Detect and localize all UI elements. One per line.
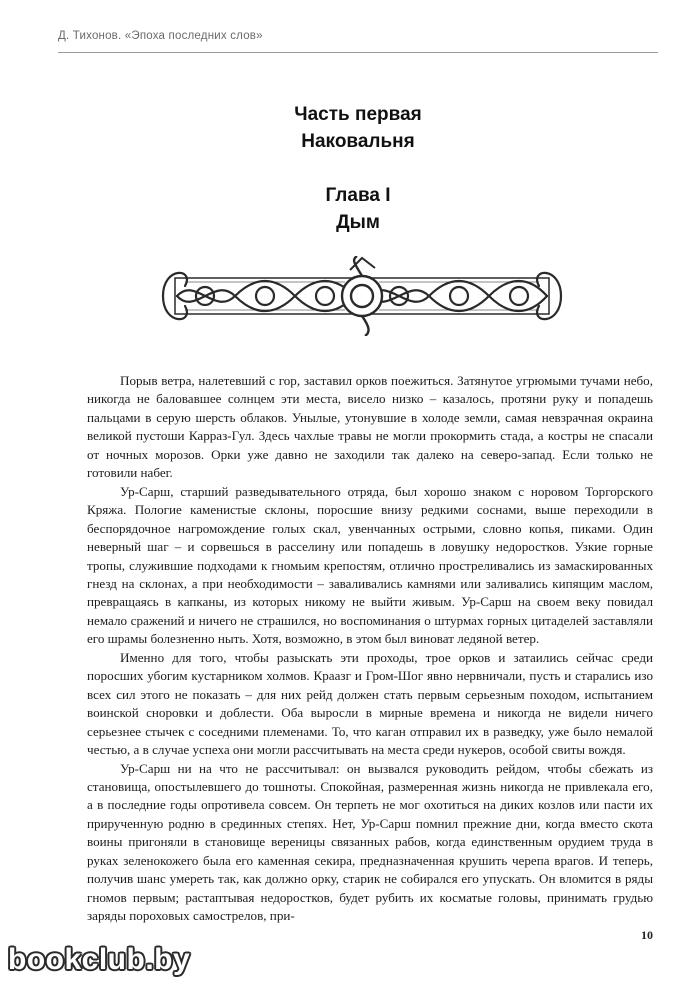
chapter-body-text: [87, 372, 653, 926]
part-number: Часть первая: [294, 104, 422, 125]
running-head: Д. Тихонов. «Эпоха последних слов»: [58, 30, 263, 42]
paragraph: Ур-Сарш, старший разведывательного отряда, был хорошо знаком с норовом Торгорского Кряжа. Пологие каменистые склоны, поросшие внизу редкими соснами, выше переходили в беспорядочное нагромождение голых скал, увенчанных острыми, словно копья, пиками. Один неверный шаг – и сорвешься в расселину или попадешь в ловушку недоростков. Узкие горные тропы, служившие подходами к гномьим крепостям, отлично простреливались из замаскированных гнезд на склонах, а при необходимости – заваливались камнями или заливались кипящим маслом, превращаясь в капканы, из которых никому не выйти живым. Ур-Сарш на своем веку повидал немало сражений и ничего не страшился, но воспоминания о штурмах горных цитаделей заставляли его шрамы болезненно ныть. Хотя, возможно, в этом был виноват ледяной ветер.: [87, 483, 653, 647]
paragraph: Ур-Сарш ни на что не рассчитывал: он вызвался руководить рейдом, чтобы сбежать из становища, опостылевшего до тошноты. Спокойная, размеренная жизнь никогда не привлекала его, а в последние годы опротивела совсем. Он терпеть не мог охотиться на диких козлов или пасти их прирученную родню в срединных степях. Нет, Ур-Сарш помнил прежние дни, когда вместо скота воины пригоняли в становище вереницы связанных рабов, когда единственным орудием труда в руках зеленокожего была его каменная секира, предназначенная крушить черепа врагов. И теперь, получив шанс умереть так, как должно орку, старик не собирался его упускать. Он вломится в ряды гномов первым; растаптывая недоростков, будет рубить их косматые головы, принимать грудью заряды пороховых самострелов, при-: [87, 760, 653, 924]
header-rule: [58, 52, 658, 53]
page-number: 10: [641, 928, 653, 942]
watermark-logo: bookclub.by: [8, 943, 191, 976]
part-title: [58, 101, 658, 155]
chapter-name: Дым: [336, 212, 380, 233]
paragraph: Именно для того, чтобы разыскать эти проходы, трое орков и затаились сейчас среди поросших убогим кустарником холмов. Краазг и Гром-Шог явно нервничали, пусть и старались изо всех сил этого не показать – для них рейд должен стать первым серьезным походом, испытанием воинской сноровки и доблести. Оба выросли в мирные времена и никогда не видели ничего серьезнее стычек с соседними племенами. То, что каган отправил их в разведку, уже было немалой честью, а в случае успеха они могли рассчитывать на места среди нукеров, особой свиты вождя.: [87, 649, 653, 758]
chapter-number: Глава I: [325, 185, 391, 206]
part-name: Наковальня: [301, 131, 415, 152]
celtic-knot-dragon-ornament-icon: [155, 256, 569, 336]
paragraph: Порыв ветра, налетевший с гор, заставил орков поежиться. Затянутое угрюмыми тучами небо, никогда не баловавшее солнцем эти места, висело низко – казалось, протяни руку и попадешь пальцами в серую шерсть облаков. Унылые, утонувшие в холоде земли, самая невзрачная окраина великой пустоши Карраз-Гул. Здесь чахлые травы не могли прокормить стада, а костры не спасали от ночных морозов. Орки уже давно не заходили так далеко на северо-запад. Если только не готовили набег.: [87, 373, 653, 481]
chapter-title: [58, 182, 658, 236]
